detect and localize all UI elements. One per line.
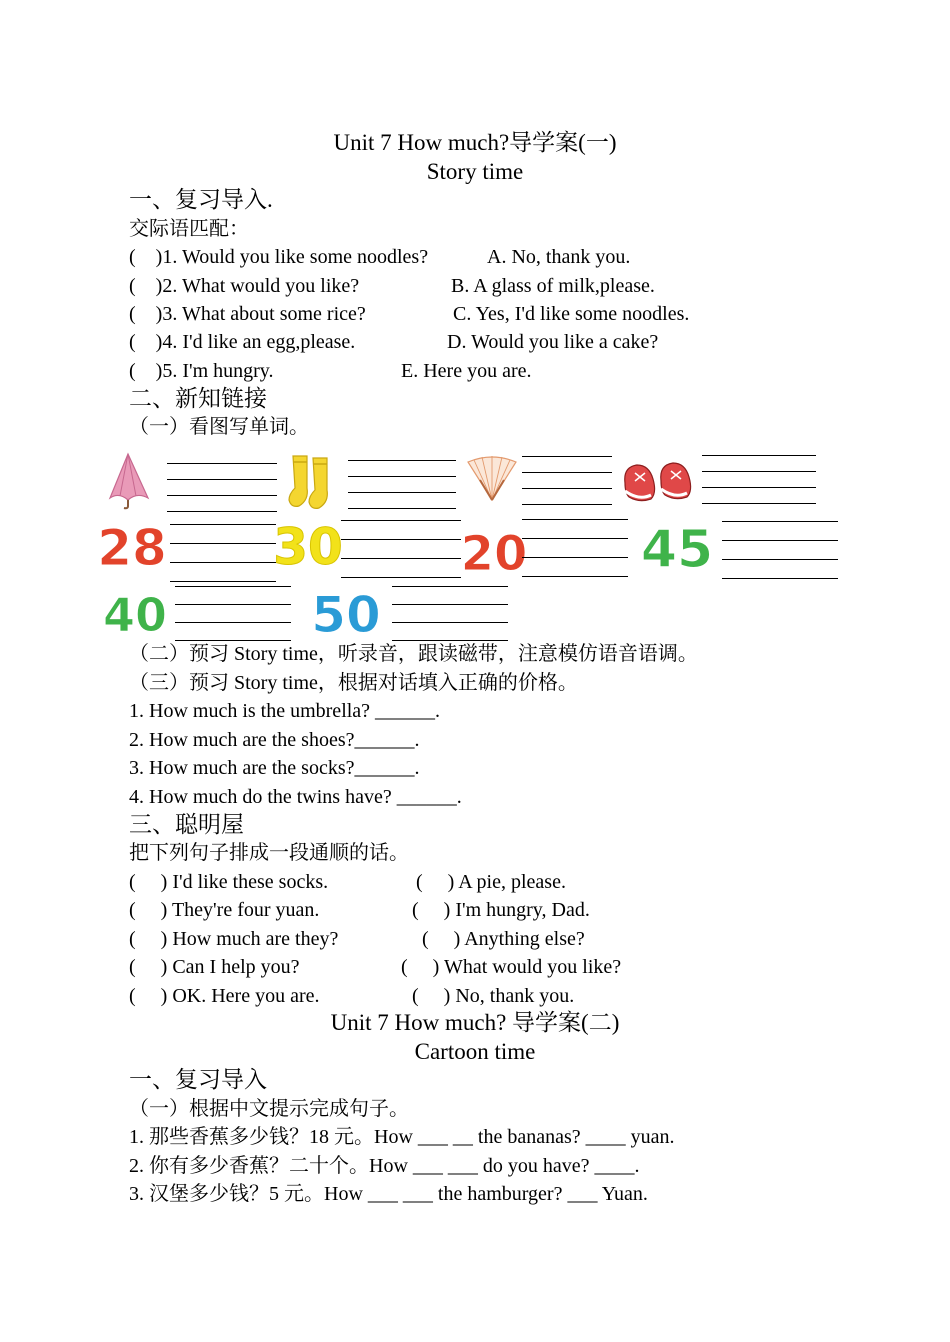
sub-heading: （一）看图写单词。: [129, 416, 309, 438]
match-question: ( )5. I'm hungry.: [129, 360, 274, 382]
answer-lines[interactable]: [392, 569, 508, 641]
svg-text:45: 45: [640, 520, 714, 580]
sub-heading: （三）预习 Story time，根据对话填入正确的价格。: [129, 672, 578, 694]
question-item: 3. How much are the socks?______.: [129, 757, 420, 779]
answer-lines[interactable]: [722, 503, 838, 579]
svg-text:20: 20: [460, 526, 528, 582]
order-item: ( ) No, thank you.: [412, 985, 575, 1007]
answer-lines[interactable]: [348, 445, 456, 509]
instruction: 把下列句子排成一段通顺的话。: [129, 842, 409, 864]
order-item: ( ) I'd like these socks.: [129, 871, 329, 893]
match-answer: A. No, thank you.: [487, 246, 631, 268]
shoes-icon: [621, 459, 695, 507]
question-item: 3. 汉堡多少钱？5 元。How ___ ___ the hamburger? ___ Yuan.: [129, 1183, 648, 1205]
svg-text:30: 30: [273, 518, 343, 576]
svg-text:28: 28: [97, 519, 167, 577]
number-40-picture: [102, 586, 168, 642]
section-heading: 二、新知链接: [129, 386, 267, 411]
match-answer: C. Yes, I'd like some noodles.: [453, 303, 690, 325]
sub-heading: （一）根据中文提示完成句子。: [129, 1098, 409, 1120]
question-item: 4. How much do the twins have? ______.: [129, 786, 462, 808]
order-item: ( ) A pie, please.: [416, 871, 566, 893]
section-heading: 三、聪明屋: [129, 812, 244, 837]
page-title: Unit 7 How much?导学案(一): [333, 130, 617, 155]
page-subtitle: Cartoon time: [414, 1039, 536, 1064]
section-heading: 一、复习导入: [129, 1067, 267, 1092]
answer-lines[interactable]: [341, 505, 461, 578]
order-item: ( ) OK. Here you are.: [129, 985, 320, 1007]
match-question: ( )2. What would you like?: [129, 275, 360, 297]
answer-lines[interactable]: [167, 452, 277, 512]
match-question: ( )4. I'd like an egg,please.: [129, 331, 356, 353]
order-item: ( ) What would you like?: [401, 956, 622, 978]
match-answer: D. Would you like a cake?: [447, 331, 659, 353]
page-subtitle: Story time: [426, 159, 524, 184]
order-item: ( ) How much are they?: [129, 928, 339, 950]
page-title: Unit 7 How much? 导学案(二): [330, 1010, 620, 1035]
question-item: 1. How much is the umbrella? ______.: [129, 700, 441, 722]
match-question: ( )3. What about some rice?: [129, 303, 366, 325]
number-45-picture: [640, 517, 714, 580]
question-item: 1. 那些香蕉多少钱？18 元。How ___ __ the bananas? ____ yuan.: [129, 1126, 675, 1148]
svg-text:50: 50: [311, 586, 381, 644]
order-item: ( ) They're four yuan.: [129, 899, 320, 921]
instruction: 交际语匹配：: [129, 218, 249, 240]
question-item: 2. 你有多少香蕉？二十个。How ___ ___ do you have? ____.: [129, 1155, 640, 1177]
number-28-picture: [97, 517, 167, 577]
match-question: ( )1. Would you like some noodles?: [129, 246, 429, 268]
answer-lines[interactable]: [522, 441, 612, 505]
number-20-picture: [460, 522, 528, 582]
order-item: ( ) I'm hungry, Dad.: [412, 899, 590, 921]
order-item: ( ) Anything else?: [422, 928, 585, 950]
section-heading: 一、复习导入.: [129, 187, 273, 212]
match-answer: E. Here you are.: [401, 360, 532, 382]
order-item: ( ) Can I help you?: [129, 956, 300, 978]
answer-lines[interactable]: [702, 440, 816, 504]
answer-lines[interactable]: [522, 501, 628, 577]
socks-icon: [287, 454, 339, 512]
sub-heading: （二）预习 Story time，听录音，跟读磁带，注意模仿语音语调。: [129, 643, 698, 665]
number-30-picture: [273, 516, 343, 576]
umbrella-icon: [104, 452, 154, 510]
answer-lines[interactable]: [175, 569, 291, 641]
number-50-picture: [311, 584, 381, 644]
fan-icon: [466, 456, 518, 502]
question-item: 2. How much are the shoes?______.: [129, 729, 420, 751]
svg-text:40: 40: [102, 588, 168, 642]
match-answer: B. A glass of milk,please.: [451, 275, 655, 297]
